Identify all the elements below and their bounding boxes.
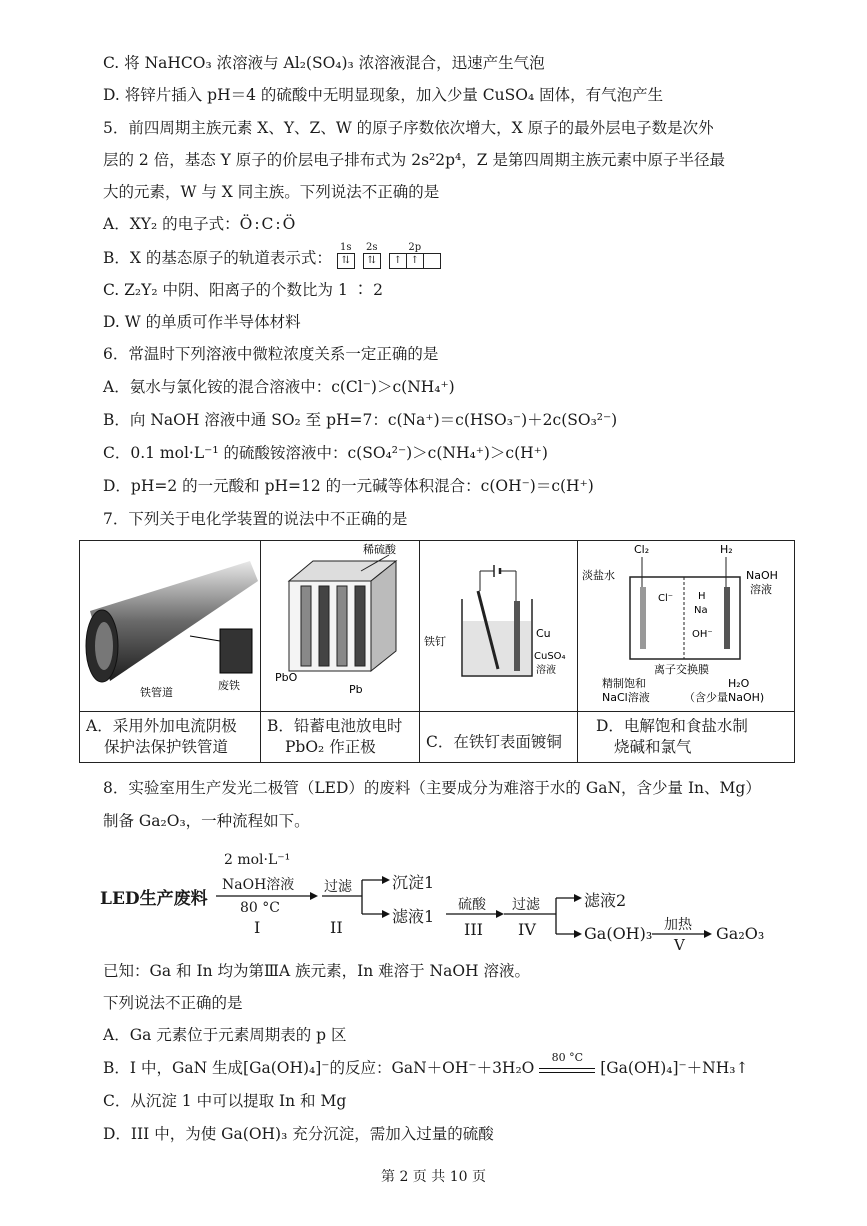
q8-ask: 下列说法不正确的是 xyxy=(103,994,243,1012)
plate-pbo2-2 xyxy=(337,586,347,666)
flow-filtrate2: 滤液2 xyxy=(584,891,627,910)
q7-caption-b-line1: B．铅蓄电池放电时 xyxy=(267,717,403,735)
q7-image-a-cell xyxy=(80,541,261,712)
label-pbo: PbO xyxy=(275,671,298,684)
label-water-with-naoh: （含少量NaOH) xyxy=(684,691,765,704)
plate-pb-2 xyxy=(355,586,365,666)
copper-electrode xyxy=(514,601,520,671)
arrowhead-step1 xyxy=(310,892,318,900)
q5-stem-line3: 大的元素，W 与 X 同主族。下列说法不正确的是 xyxy=(103,183,440,201)
co2-electron-formula: Ö:C:Ö xyxy=(239,215,298,233)
label-oh-ion: OH⁻ xyxy=(692,629,713,640)
q4-option-c: C. 将 NaHCO₃ 浓溶液与 Al₂(SO₄)₃ 浓溶液混合，迅速产生气泡 xyxy=(103,54,545,72)
q7-caption-a-line2: 保护法保护铁管道 xyxy=(104,738,229,756)
lead-acid-battery-illustration xyxy=(261,541,419,711)
label-naoh: NaOH xyxy=(746,569,778,582)
q7-caption-a xyxy=(80,712,261,763)
label-nacl-solution: NaCl溶液 xyxy=(602,691,650,704)
label-membrane: 离子交换膜 xyxy=(654,663,709,676)
flow-precipitate1: 沉淀1 xyxy=(392,873,435,892)
label-iron-nail: 铁钉 xyxy=(424,635,446,648)
q8-known: 已知：Ga 和 In 均为第ⅢA 族元素，In 难溶于 NaOH 溶液。 xyxy=(103,962,530,980)
label-iron-pipe: 铁管道 xyxy=(140,686,173,699)
orbital-1s-box: ⇅ xyxy=(337,253,355,269)
q5-option-d: D. W 的单质可作半导体材料 xyxy=(103,313,301,331)
arrowhead-gaoh3 xyxy=(574,930,582,938)
equals-bar xyxy=(539,1068,595,1073)
anode xyxy=(640,587,646,649)
q7-caption-c xyxy=(420,712,578,763)
flow-cond1-temp: 80 °C xyxy=(240,900,280,916)
iron-pipe-illustration xyxy=(80,541,260,711)
flow-step4: IV xyxy=(518,920,536,939)
flow-step3: III xyxy=(464,920,483,939)
q5-option-a xyxy=(103,213,297,235)
q8-option-d: D．III 中，为使 Ga(OH)₃ 充分沉淀，需加入过量的硫酸 xyxy=(103,1125,494,1143)
label-dilute-brine: 淡盐水 xyxy=(582,569,615,582)
orbital-2s-label: 2s xyxy=(366,242,378,253)
q8-stem-line2: 制备 Ga₂O₃，一种流程如下。 xyxy=(103,812,310,830)
q7-caption-c-line1: C．在铁钉表面镀铜 xyxy=(426,732,562,751)
q5-stem-line1: 5．前四周期主族元素 X、Y、Z、W 的原子序数依次增大，X 原子的最外层电子数是次外 xyxy=(103,119,714,137)
label-cuso4: CuSO₄ xyxy=(534,651,566,662)
label-saturated: 精制饱和 xyxy=(602,677,646,690)
flow-filtrate1: 滤液1 xyxy=(392,907,435,926)
label-h: H xyxy=(698,591,706,602)
q6-stem: 6．常温时下列溶液中微粒浓度关系一定正确的是 xyxy=(103,345,439,363)
q7-stem: 7．下列关于电化学装置的说法中不正确的是 xyxy=(103,510,408,528)
label-cl2: Cl₂ xyxy=(634,543,650,556)
label-naoh-solution: 溶液 xyxy=(750,583,772,596)
flow-cond5: 加热 xyxy=(664,917,692,933)
q7-figure-table xyxy=(79,540,795,763)
orbital-2p-box-2: ↑ xyxy=(407,253,424,269)
flow-gaoh3: Ga(OH)₃ xyxy=(584,924,653,943)
q7-caption-d-line2: 烧碱和氯气 xyxy=(614,738,692,756)
q5-option-b-label: B．X 的基态原子的轨道表示式： xyxy=(103,249,332,267)
flow-cond1-conc: 2 mol·L⁻¹ xyxy=(224,852,291,868)
q8-option-b-products: [Ga(OH)₄]⁻＋NH₃↑ xyxy=(600,1059,749,1077)
orbital-diagram xyxy=(337,243,441,269)
flow-step1: I xyxy=(254,918,261,937)
q7-caption-b xyxy=(261,712,420,763)
plate-pbo2 xyxy=(301,586,311,666)
flow-product: Ga₂O₃ xyxy=(716,924,765,943)
q6-option-d: D．pH=2 的一元酸和 pH=12 的一元碱等体积混合：c(OH⁻)＝c(H⁺) xyxy=(103,477,594,495)
q8-option-c: C．从沉淀 1 中可以提取 In 和 Mg xyxy=(103,1092,347,1110)
orbital-2s-box: ⇅ xyxy=(363,253,381,269)
arrowhead-filt2 xyxy=(574,894,582,902)
copper-plating-illustration xyxy=(420,541,577,711)
label-scrap-iron: 废铁 xyxy=(218,679,240,692)
chlor-alkali-cell-illustration xyxy=(578,541,794,711)
flow-cond1-reagent: NaOH溶液 xyxy=(222,877,295,893)
q6-option-a: A．氨水与氯化铵的混合溶液中：c(Cl⁻)＞c(NH₄⁺) xyxy=(103,378,455,396)
q8-option-b-reactants: B．I 中，GaN 生成[Ga(OH)₄]⁻的反应：GaN＋OH⁻＋3H₂O xyxy=(103,1059,535,1077)
label-solution: 溶液 xyxy=(536,665,556,676)
flow-cond3: 硫酸 xyxy=(458,897,486,913)
orbital-2p-box-3 xyxy=(424,253,441,269)
flow-step2: II xyxy=(330,918,343,937)
page-footer: 第 2 页 共 10 页 xyxy=(381,1169,486,1185)
arrowhead-step3 xyxy=(496,910,504,918)
q6-option-b: B．向 NaOH 溶液中通 SO₂ 至 pH=7：c(Na⁺)＝c(HSO₃⁻)＋2c(SO₃²⁻) xyxy=(103,411,618,429)
label-pb: Pb xyxy=(349,683,363,696)
label-na-ion: Na xyxy=(694,605,708,616)
flow-cond2: 过滤 xyxy=(324,879,352,895)
plate-pb-1 xyxy=(319,586,329,666)
q8-option-a: A．Ga 元素位于元素周期表的 p 区 xyxy=(103,1026,347,1044)
flow-start: LED生产废料 xyxy=(100,889,208,909)
connecting-wire xyxy=(190,636,220,641)
reaction-temp: 80 °C xyxy=(551,1050,584,1064)
flow-cond4: 过滤 xyxy=(512,897,540,913)
label-water: H₂O xyxy=(728,677,750,690)
battery-side xyxy=(371,561,396,671)
q7-caption-d xyxy=(578,712,795,763)
q8-option-b xyxy=(103,1050,749,1079)
flow-step5: V xyxy=(674,936,685,954)
reaction-condition xyxy=(539,1050,595,1073)
q5-stem-line2: 层的 2 倍，基态 Y 原子的价层电子排布式为 2s²2p⁴，Z 是第四周期主族元素中原子半径最 xyxy=(103,151,725,169)
label-cu: Cu xyxy=(536,627,551,640)
q7-caption-b-line2: PbO₂ 作正极 xyxy=(285,738,376,756)
q8-stem-line1: 8．实验室用生产发光二极管（LED）的废料（主要成分为难溶于水的 GaN，含少量 In、Mg） xyxy=(103,779,761,797)
q5-option-a-label: A．XY₂ 的电子式： xyxy=(103,215,240,233)
orbital-2p-box-1: ↑ xyxy=(389,253,407,269)
orbital-1s-label: 1s xyxy=(340,242,352,253)
q6-option-c: C．0.1 mol·L⁻¹ 的硫酸铵溶液中：c(SO₄²⁻)＞c(NH₄⁺)＞c(H⁺) xyxy=(103,444,548,462)
pipe-inner xyxy=(95,622,113,670)
q7-caption-a-line1: A．采用外加电流阴极 xyxy=(86,717,237,735)
label-dilute-acid: 稀硫酸 xyxy=(363,543,396,556)
arrowhead-step5 xyxy=(704,930,712,938)
q4-option-d: D. 将锌片插入 pH＝4 的硫酸中无明显现象，加入少量 CuSO₄ 固体，有气泡产生 xyxy=(103,86,664,104)
electrolytic-cell xyxy=(630,577,740,659)
arrowhead-ppt1 xyxy=(382,876,390,884)
q7-image-b-cell xyxy=(261,541,420,712)
q7-caption-d-line1: D．电解饱和食盐水制 xyxy=(596,717,748,735)
label-h2: H₂ xyxy=(720,543,733,556)
arrowhead-filt1 xyxy=(382,910,390,918)
q5-option-c: C. Z₂Y₂ 中阴、阳离子的个数比为 1 ∶ 2 xyxy=(103,281,384,299)
process-flowchart xyxy=(100,848,780,954)
cathode xyxy=(724,587,730,649)
scrap-iron-block xyxy=(220,629,252,673)
q5-option-b xyxy=(103,242,441,272)
label-cl-ion: Cl⁻ xyxy=(658,593,674,604)
q7-image-d-cell xyxy=(578,541,795,712)
orbital-2p-label: 2p xyxy=(408,242,422,253)
q7-image-c-cell xyxy=(420,541,578,712)
